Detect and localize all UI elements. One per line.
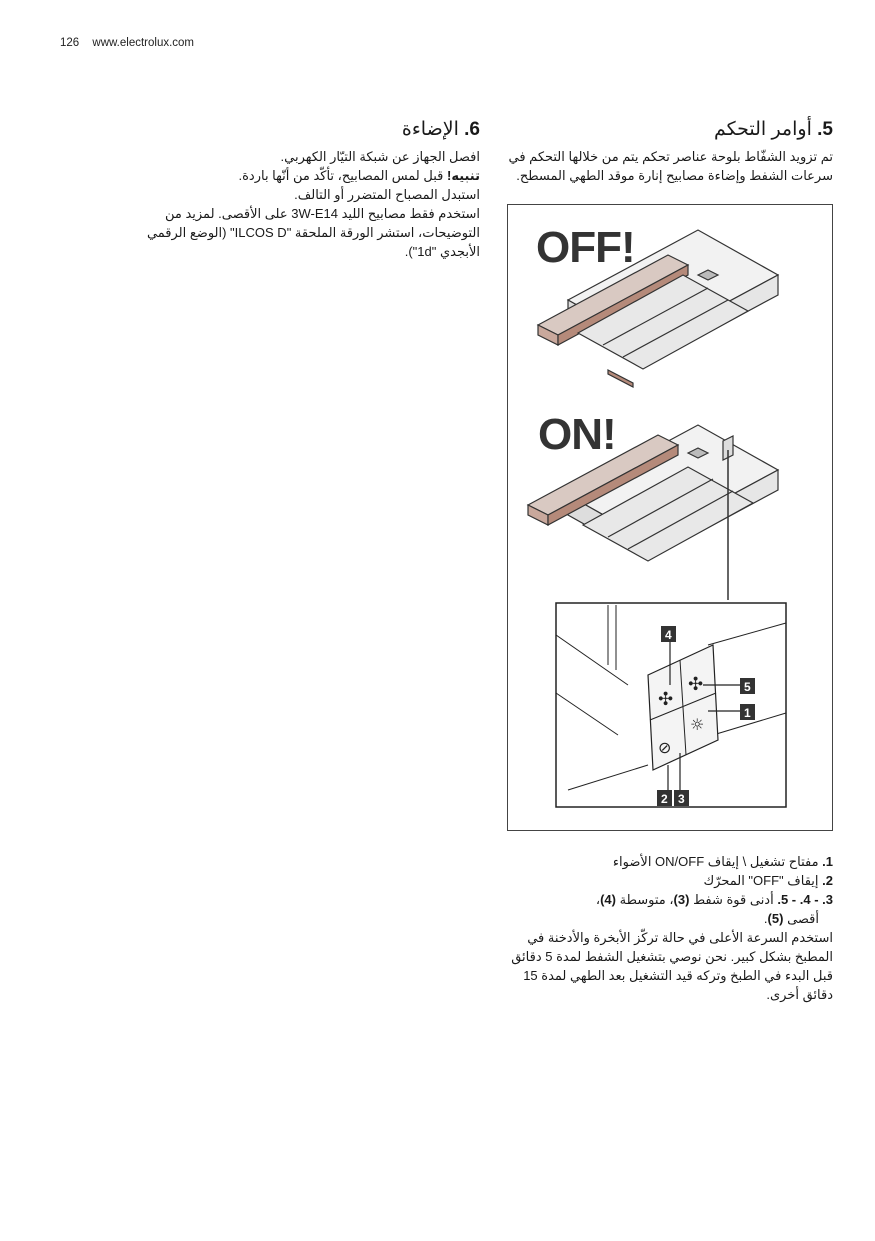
- page-header: [60, 37, 194, 49]
- legend-item-3-d: ،: [595, 892, 601, 907]
- section-6-heading: الإضاءة: [401, 119, 459, 140]
- off-label: OFF!: [536, 223, 635, 272]
- warning-label: تنبيه!: [446, 168, 480, 183]
- legend-item-3-c: (4): [600, 892, 616, 907]
- legend-item-3-cont-a: أقصى: [783, 911, 819, 926]
- on-label: ON!: [538, 410, 616, 459]
- site-url: www.electrolux.com: [92, 37, 195, 49]
- legend-item-1: [505, 852, 833, 871]
- legend-item-3-num: 3. - 4. - 5.: [777, 892, 833, 907]
- usage-note: استخدم السرعة الأعلى في حالة تركّز الأبخرة والأدخنة في المطبخ بشكل كبير. نحن نوصي بتشغيل الشفط لمدة 5 دقائق قبل البدء في الطبخ وتركه قيد التشغيل بعد الطهي لمدة 15 دقائق أخرى.: [511, 930, 833, 1002]
- callout-2: 2: [661, 792, 668, 806]
- section-6-title: [140, 118, 480, 141]
- callout-1: 1: [744, 706, 751, 720]
- legend-item-2: [505, 871, 833, 890]
- lighting-warning: [140, 166, 480, 185]
- legend-item-3-text: أدنى قوة شفط: [689, 892, 778, 907]
- lighting-line-4: استخدم فقط مصابيح الليد 3W-E14 على الأقصى. لمزيد من التوضيحات، استشر الورقة الملحقة "ILCOS D" (الوضع الرقمي الأبجدي "1d").: [146, 206, 480, 259]
- warning-text: قبل لمس المصابيح، تأكّد من أنّها باردة.: [238, 168, 447, 183]
- legend-item-1-num: 1.: [822, 854, 833, 869]
- page-number: 126: [60, 37, 80, 49]
- legend-item-3-cont-c: .: [763, 911, 768, 926]
- section-5-title: [505, 118, 833, 141]
- legend-item-3-b: ، متوسطة: [615, 892, 674, 907]
- svg-text:✣: ✣: [658, 689, 674, 710]
- section-5-number: 5.: [817, 119, 833, 140]
- callout-5: 5: [744, 680, 751, 694]
- callout-3: 3: [678, 792, 685, 806]
- section-5-heading: أوامر التحكم: [713, 119, 812, 140]
- lighting-line-1: افصل الجهاز عن شبكة التيّار الكهربي.: [280, 149, 480, 164]
- svg-text:⊘: ⊘: [658, 738, 672, 757]
- section-lighting: [140, 118, 480, 261]
- lighting-line-3: استبدل المصباح المتضرر أو التالف.: [294, 187, 480, 202]
- hood-drawing: [508, 205, 834, 832]
- section-6-number: 6.: [464, 119, 480, 140]
- legend-item-3: [505, 890, 833, 909]
- legend-item-3-cont-b: (5): [767, 911, 784, 926]
- svg-text:✣: ✣: [688, 674, 704, 695]
- section-controls: [505, 118, 833, 185]
- legend-item-1-text: مفتاح تشغيل \ إيقاف ON/OFF الأضواء: [612, 854, 823, 869]
- legend-item-2-num: 2.: [822, 873, 833, 888]
- section-5-text: تم تزويد الشفّاط بلوحة عناصر تحكم يتم من خلالها التحكم في سرعات الشفط وإضاءة مصابيح إنارة موقد الطهي المسطح.: [508, 149, 833, 183]
- legend-item-3-cont: [505, 909, 833, 928]
- controls-legend: [505, 852, 833, 1004]
- svg-text:☼: ☼: [690, 715, 705, 734]
- legend-item-3-a: (3): [673, 892, 690, 907]
- callout-4: 4: [665, 628, 672, 642]
- legend-item-2-text: إيقاف "OFF" المحرّك: [703, 873, 823, 888]
- hood-illustration: [507, 204, 833, 831]
